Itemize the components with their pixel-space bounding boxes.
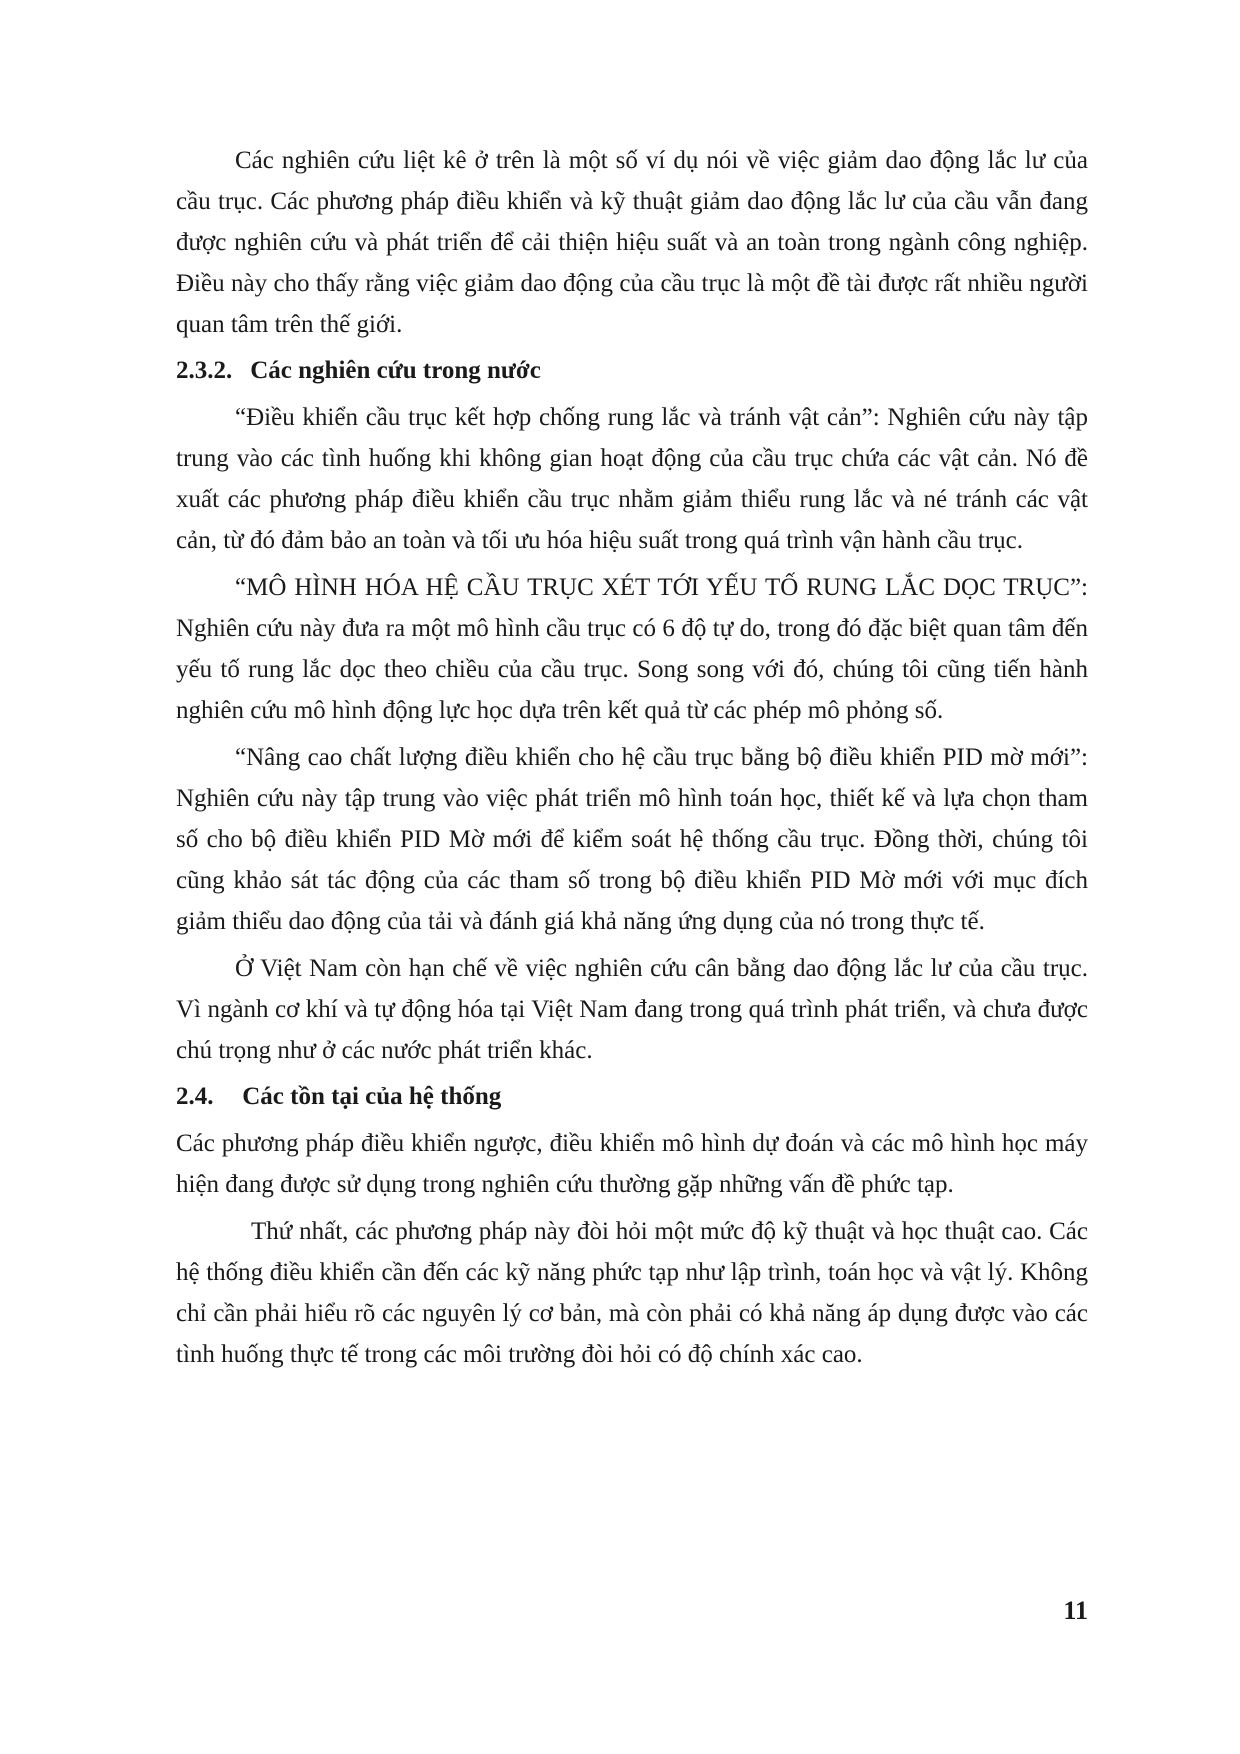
paragraph-vietnam-limitations: Ở Việt Nam còn hạn chế về việc nghiên cứu cân bằng dao động lắc lư của cầu trục. Vì ngành cơ khí và tự động hóa tại Việt Nam đang trong quá trình phát triển, và chưa được chú trọng như ở các nước phát triển khác. [176, 955, 1088, 1064]
section-heading-2-4 [176, 1077, 1088, 1117]
page-number: 11 [1063, 1596, 1088, 1625]
paragraph-first-issue: Thứ nhất, các phương pháp này đòi hỏi một mức độ kỹ thuật và học thuật cao. Các hệ thống điều khiển cần đến các kỹ năng phức tạp như lập trình, toán học và vật lý. Không chỉ cần phải hiểu rõ các nguyên lý cơ bản, mà còn phải có khả năng áp dụng được vào các tình huống thực tế trong các môi trường đòi hỏi có độ chính xác cao. [176, 1218, 1088, 1368]
paragraph-study-obstacle-avoidance: “Điều khiển cầu trục kết hợp chống rung lắc và tránh vật cản”: Nghiên cứu này tập trung vào các tình huống khi không gian hoạt động của cầu trục chứa các vật cản. Nó đề xuất các phương pháp điều khiển cầu trục nhằm giảm thiểu rung lắc và né tránh các vật cản, từ đó đảm bảo an toàn và tối ưu hóa hiệu suất trong quá trình vận hành cầu trục. [176, 404, 1088, 554]
section-title: Các nghiên cứu trong nước [250, 357, 541, 384]
paragraph-study-axial-vibration: “MÔ HÌNH HÓA HỆ CẦU TRỤC XÉT TỚI YẾU TỐ RUNG LẮC DỌC TRỤC”: Nghiên cứu này đưa ra một mô hình cầu trục có 6 độ tự do, trong đó đặc biệt quan tâm đến yếu tố rung lắc dọc theo chiều của cầu trục. Song song với đó, chúng tôi cũng tiến hành nghiên cứu mô hình động lực học dựa trên kết quả từ các phép mô phỏng số. [176, 574, 1088, 724]
section-number: 2.4. [176, 1083, 214, 1110]
page-content [176, 140, 1088, 1381]
section-heading-2-3-2 [176, 351, 1088, 391]
paragraph-study-fuzzy-pid: “Nâng cao chất lượng điều khiển cho hệ cầu trục bằng bộ điều khiển PID mờ mới”: Nghiên cứu này tập trung vào việc phát triển mô hình toán học, thiết kế và lựa chọn tham số cho bộ điều khiển PID Mờ mới để kiểm soát hệ thống cầu trục. Đồng thời, chúng tôi cũng khảo sát tác động của các tham số trong bộ điều khiển PID Mờ mới với mục đích giảm thiểu dao động của tải và đánh giá khả năng ứng dụng của nó trong thực tế. [176, 744, 1088, 935]
paragraph-control-methods-issues: Các phương pháp điều khiển ngược, điều khiển mô hình dự đoán và các mô hình học máy hiện đang được sử dụng trong nghiên cứu thường gặp những vấn đề phức tạp. [176, 1130, 1088, 1198]
section-number: 2.3.2. [176, 357, 233, 384]
section-title: Các tồn tại của hệ thống [242, 1083, 502, 1110]
paragraph-intro-summary: Các nghiên cứu liệt kê ở trên là một số ví dụ nói về việc giảm dao động lắc lư của cầu trục. Các phương pháp điều khiển và kỹ thuật giảm dao động lắc lư của cầu vẫn đang được nghiên cứu và phát triển để cải thiện hiệu suất và an toàn trong ngành công nghiệp. Điều này cho thấy rằng việc giảm dao động của cầu trục là một đề tài được rất nhiều người quan tâm trên thế giới. [176, 147, 1088, 338]
